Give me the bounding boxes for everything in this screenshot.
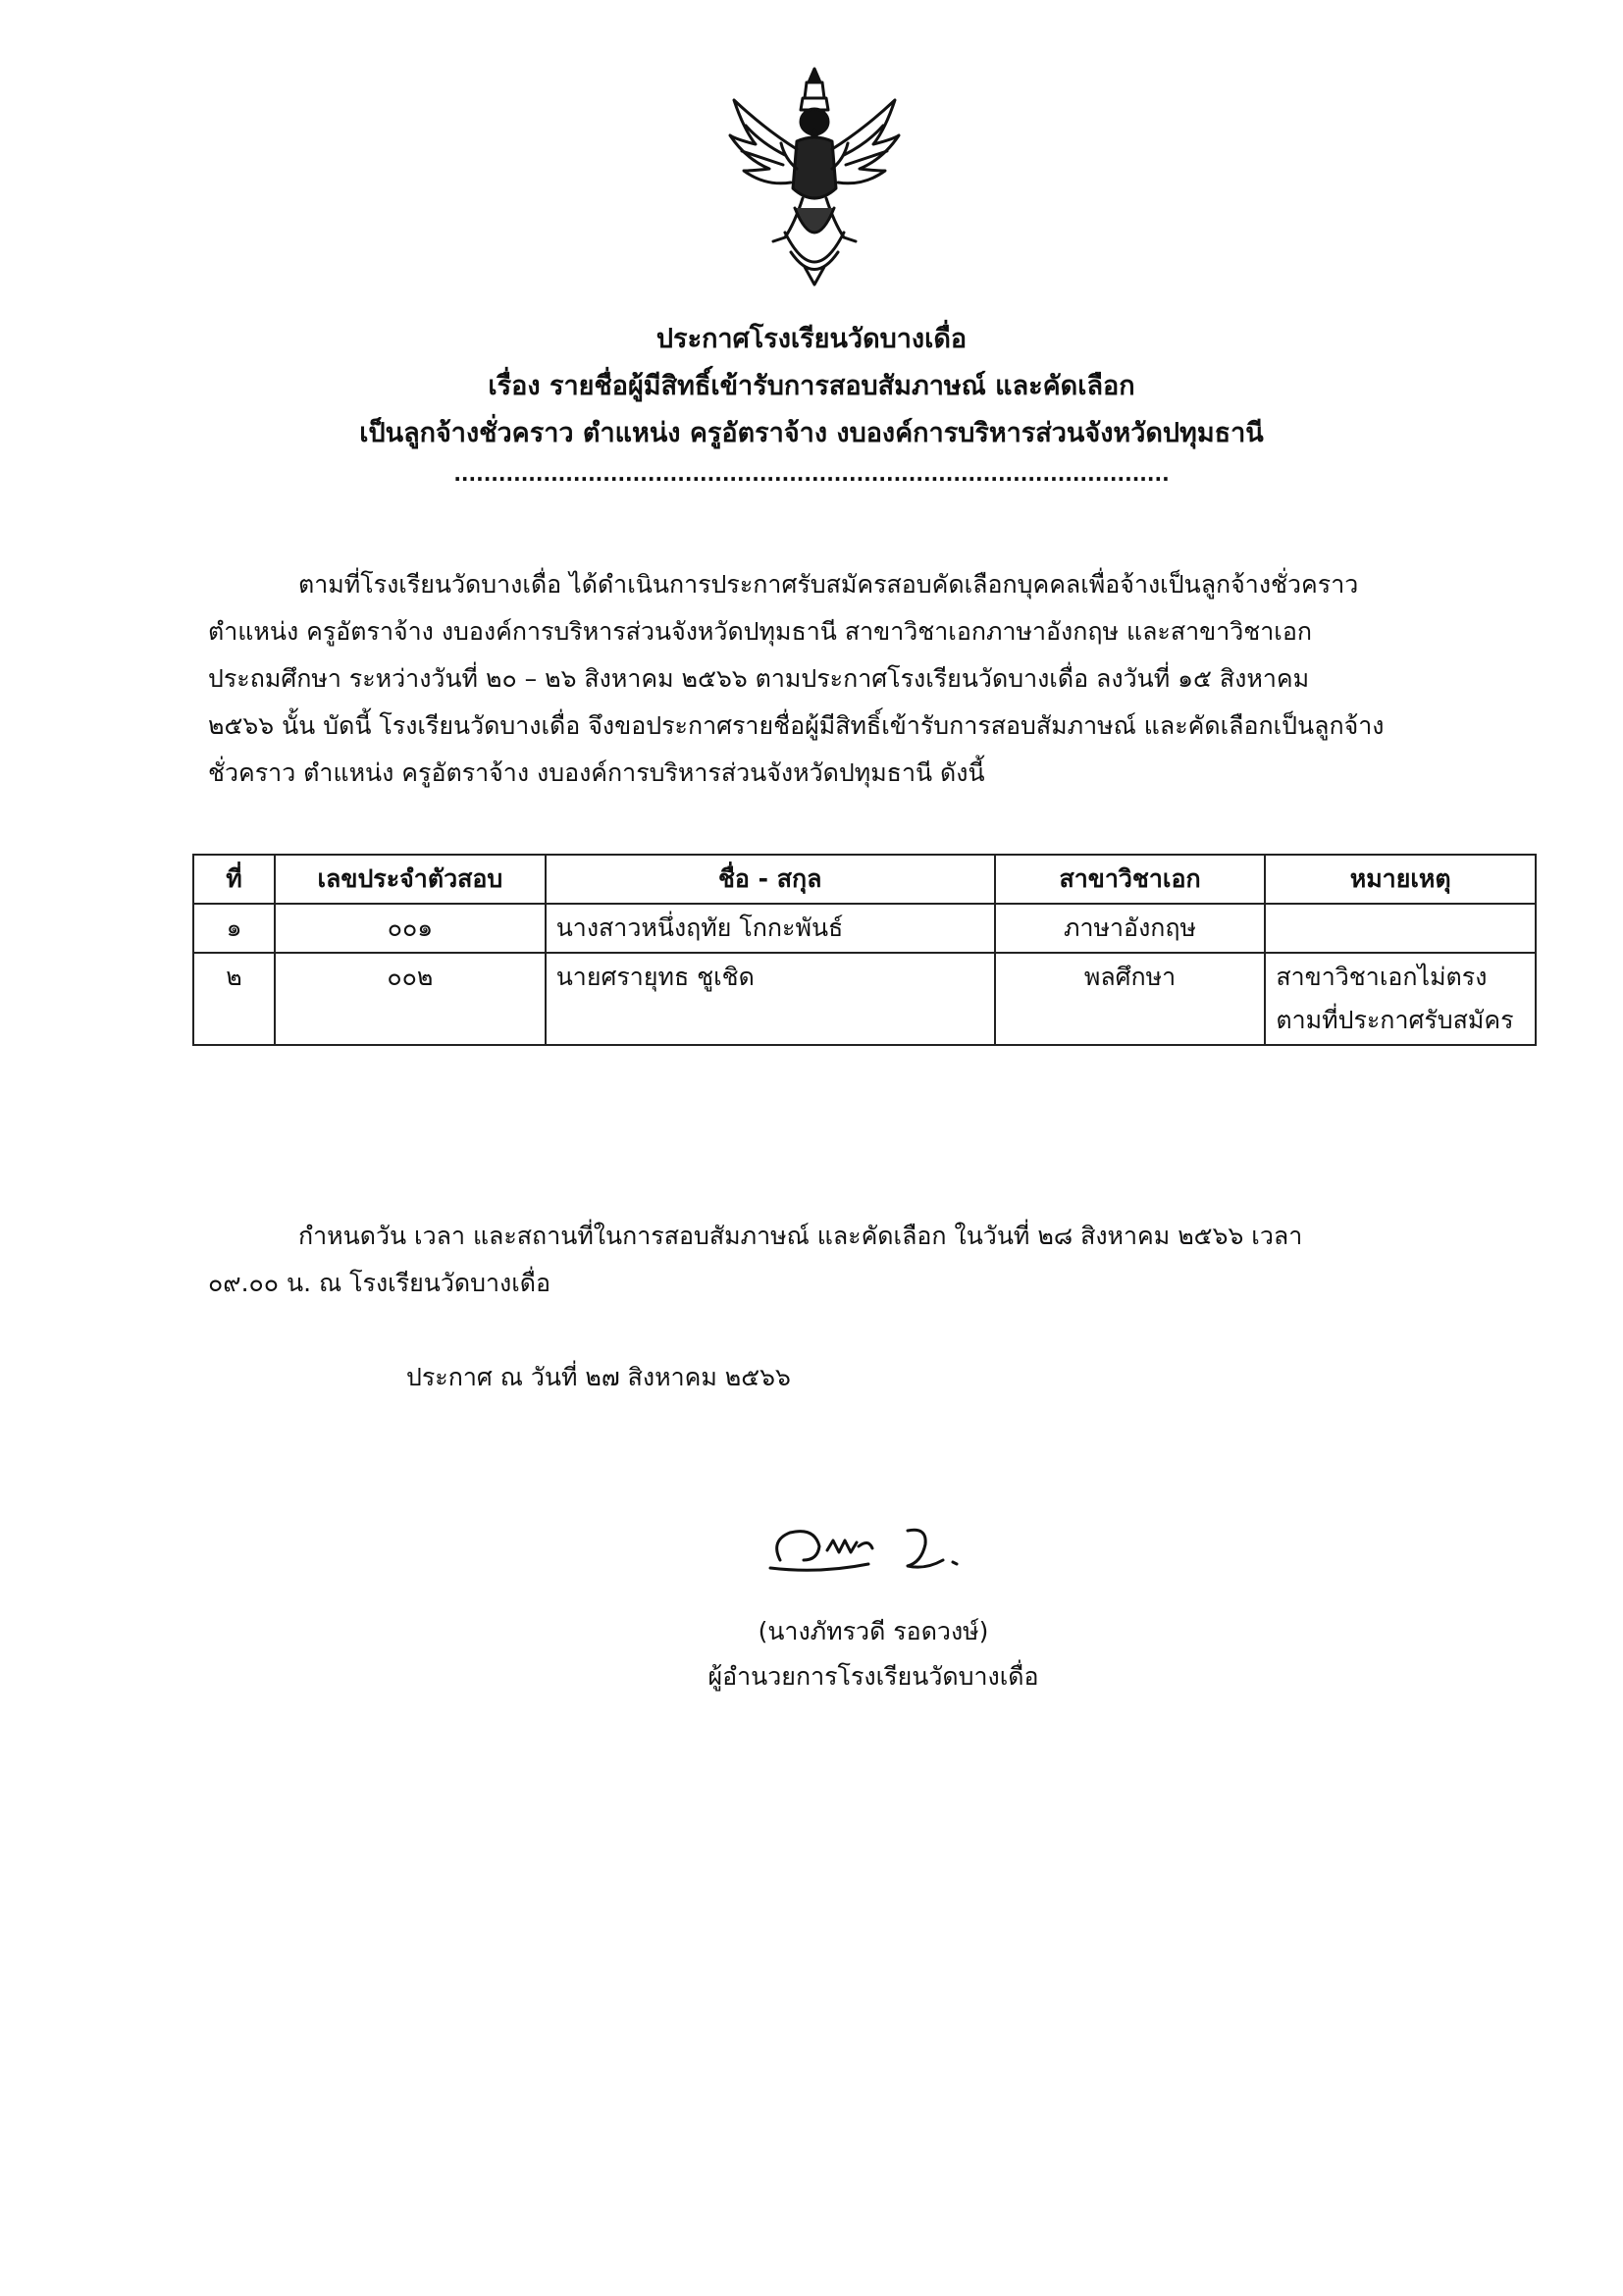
intro-line: ๒๕๖๖ นั้น บัดนี้ โรงเรียนวัดบางเดื่อ จึงขอประกาศรายชื่อผู้มีสิทธิ์เข้ารับการสอบสัมภาษณ์ และคัดเลือกเป็นลูกจ้าง bbox=[208, 711, 1385, 740]
announcement-title: ประกาศโรงเรียนวัดบางเดื่อ bbox=[655, 324, 968, 354]
cell-no: ๑ bbox=[193, 904, 275, 953]
header-note: หมายเหตุ bbox=[1265, 855, 1536, 904]
header-exam-id: เลขประจำตัวสอบ bbox=[275, 855, 546, 904]
header-name: ชื่อ - สกุล bbox=[546, 855, 995, 904]
cell-name: นายศรายุทธ ชูเชิด bbox=[546, 953, 995, 1045]
schedule-line: กำหนดวัน เวลา และสถานที่ในการสอบสัมภาษณ์ และคัดเลือก ในวันที่ ๒๘ สิงหาคม ๒๕๖๖ เวลา bbox=[298, 1222, 1303, 1250]
candidates-table bbox=[192, 854, 1537, 1046]
cell-name: นางสาวหนึ่งฤทัย โกกะพันธ์ bbox=[546, 904, 995, 953]
intro-line: ชั่วคราว ตำแหน่ง ครูอัตราจ้าง งบองค์การบริหารส่วนจังหวัดปทุมธานี ดังนี้ bbox=[208, 758, 985, 787]
cell-no: ๒ bbox=[193, 953, 275, 1045]
signer-name: (นางภัทรวดี รอดวงษ์) bbox=[758, 1617, 989, 1645]
cell-exam-id: ๐๐๒ bbox=[275, 953, 546, 1045]
garuda-emblem-icon bbox=[726, 61, 903, 291]
title-block bbox=[0, 316, 1623, 489]
intro-line: ตำแหน่ง ครูอัตราจ้าง งบองค์การบริหารส่วนจังหวัดปทุมธานี สาขาวิชาเอกภาษาอังกฤษ และสาขาวิชาเอก bbox=[208, 617, 1312, 646]
table-row bbox=[193, 904, 1536, 953]
header-no: ที่ bbox=[193, 855, 275, 904]
cell-note: สาขาวิชาเอกไม่ตรงตามที่ประกาศรับสมัคร bbox=[1265, 953, 1536, 1045]
table-header-row bbox=[193, 855, 1536, 904]
title-divider: ................................................................................................ bbox=[453, 462, 1170, 486]
intro-paragraph bbox=[208, 561, 1523, 797]
table-row bbox=[193, 953, 1536, 1045]
cell-note bbox=[1265, 904, 1536, 953]
signer-block bbox=[628, 1609, 1119, 1699]
announcement-date: ประกาศ ณ วันที่ ๒๗ สิงหาคม ๒๕๖๖ bbox=[406, 1363, 791, 1391]
intro-line: ประถมศึกษา ระหว่างวันที่ ๒๐ – ๒๖ สิงหาคม ๒๕๖๖ ตามประกาศโรงเรียนวัดบางเดื่อ ลงวันที่ ๑๕ สิงหาคม bbox=[208, 664, 1310, 693]
schedule-line: ๐๙.๐๐ น. ณ โรงเรียนวัดบางเดื่อ bbox=[208, 1269, 551, 1297]
cell-major: พลศึกษา bbox=[995, 953, 1266, 1045]
handwritten-signature bbox=[760, 1511, 996, 1590]
header-major: สาขาวิชาเอก bbox=[995, 855, 1266, 904]
intro-line: ตามที่โรงเรียนวัดบางเดื่อ ได้ดำเนินการประกาศรับสมัครสอบคัดเลือกบุคคลเพื่อจ้างเป็นลูกจ้างชั่วคราว bbox=[298, 570, 1359, 599]
signer-position: ผู้อำนวยการโรงเรียนวัดบางเดื่อ bbox=[707, 1662, 1039, 1691]
announcement-subtitle: เป็นลูกจ้างชั่วคราว ตำแหน่ง ครูอัตราจ้าง งบองค์การบริหารส่วนจังหวัดปทุมธานี bbox=[359, 418, 1264, 448]
cell-exam-id: ๐๐๑ bbox=[275, 904, 546, 953]
cell-major: ภาษาอังกฤษ bbox=[995, 904, 1266, 953]
schedule-paragraph bbox=[208, 1213, 1523, 1307]
announcement-subject: เรื่อง รายชื่อผู้มีสิทธิ์เข้ารับการสอบสัมภาษณ์ และคัดเลือก bbox=[488, 371, 1135, 401]
